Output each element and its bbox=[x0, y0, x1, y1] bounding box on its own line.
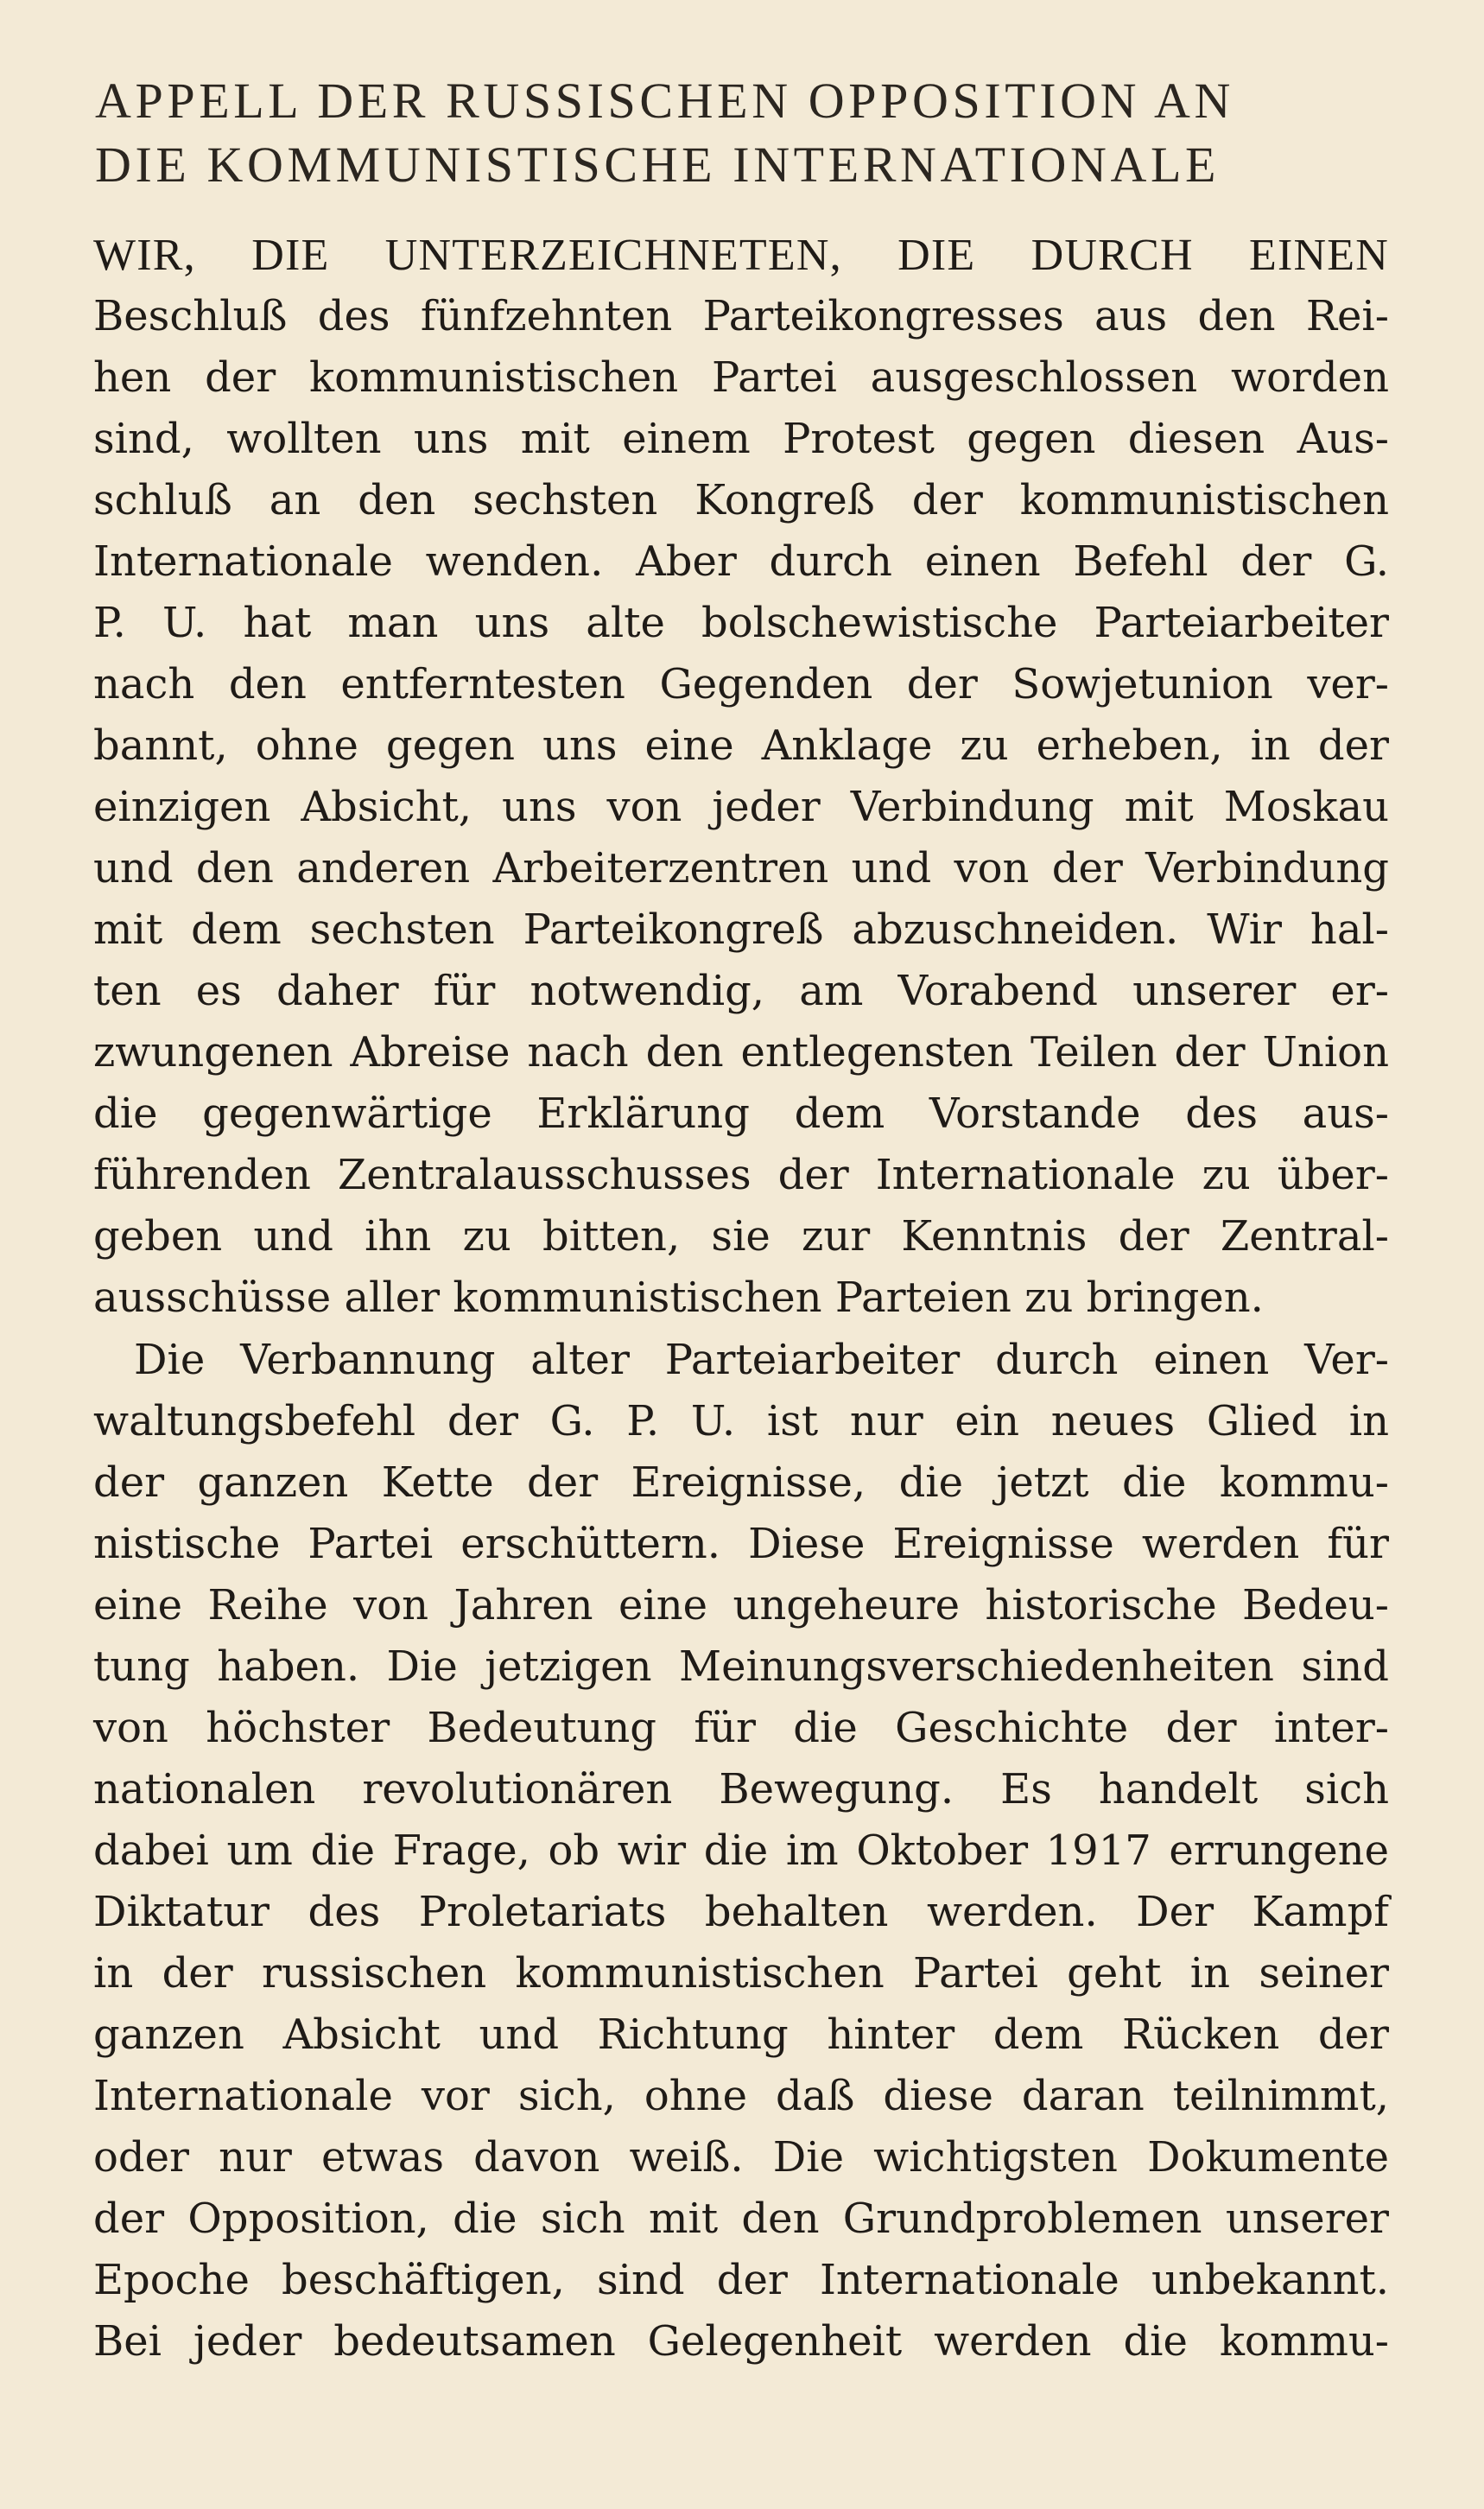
paragraph-2-line: eine Reihe von Jahren eine ungeheure historische Bedeu- bbox=[93, 1581, 1389, 1629]
paragraph-2-line: nistische Partei erschüttern. Diese Ereignisse werden für bbox=[93, 1520, 1389, 1568]
paragraph-1-line: ten es daher für notwendig, am Vorabend unserer er- bbox=[93, 967, 1389, 1015]
paragraph-2-line: tung haben. Die jetzigen Meinungsverschiedenheiten sind bbox=[93, 1642, 1389, 1691]
paragraph-1-line: die gegenwärtige Erklärung dem Vorstande des aus- bbox=[93, 1089, 1389, 1138]
paragraph-1-line: zwungenen Abreise nach den entlegensten Teilen der Union bbox=[93, 1028, 1389, 1077]
paragraph-2-line: der ganzen Kette der Ereignisse, die jetzt die kommu- bbox=[93, 1458, 1389, 1507]
paragraph-2-line: von höchster Bedeutung für die Geschichte der inter- bbox=[93, 1704, 1389, 1752]
paragraph-1-line: bannt, ohne gegen uns eine Anklage zu erheben, in der bbox=[93, 721, 1389, 770]
paragraph-2-line: Die Verbannung alter Parteiarbeiter durch einen Ver- bbox=[134, 1336, 1389, 1384]
paragraph-2-line: Epoche beschäftigen, sind der Internationale unbekannt. bbox=[93, 2256, 1389, 2304]
paragraph-2-line: dabei um die Frage, ob wir die im Oktober 1917 errungene bbox=[93, 1826, 1389, 1875]
paragraph-1-line: einzigen Absicht, uns von jeder Verbindung mit Moskau bbox=[93, 783, 1389, 831]
paragraph-1-line: P. U. hat man uns alte bolschewistische Parteiarbeiter bbox=[93, 599, 1389, 647]
document-title-line-1: APPELL DER RUSSISCHEN OPPOSITION AN bbox=[95, 73, 1235, 129]
paragraph-1-line: sind, wollten uns mit einem Protest gegen diesen Aus- bbox=[93, 415, 1389, 463]
paragraph-2-line: ganzen Absicht und Richtung hinter dem Rücken der bbox=[93, 2010, 1389, 2059]
paragraph-1-line: Internationale wenden. Aber durch einen Befehl der G. bbox=[93, 537, 1389, 586]
paragraph-2-line: oder nur etwas davon weiß. Die wichtigsten Dokumente bbox=[93, 2133, 1389, 2182]
paragraph-1-line: geben und ihn zu bitten, sie zur Kenntnis der Zentral- bbox=[93, 1212, 1389, 1261]
paragraph-1-line: und den anderen Arbeiterzentren und von der Verbindung bbox=[93, 844, 1389, 892]
paragraph-1-line: Beschluß des fünfzehnten Parteikongresses aus den Rei- bbox=[93, 292, 1389, 340]
paragraph-1-line: schluß an den sechsten Kongreß der kommunistischen bbox=[93, 476, 1389, 524]
paragraph-1-line: führenden Zentralausschusses der Internationale zu über- bbox=[93, 1151, 1389, 1199]
paragraph-2-line: Bei jeder bedeutsamen Gelegenheit werden die kommu- bbox=[93, 2317, 1389, 2366]
paragraph-1-line: nach den entferntesten Gegenden der Sowjetunion ver- bbox=[93, 660, 1389, 708]
paragraph-1-line: mit dem sechsten Parteikongreß abzuschneiden. Wir hal- bbox=[93, 905, 1389, 954]
paragraph-1-line: WIR, DIE UNTERZEICHNETEN, DIE DURCH EINEN bbox=[93, 231, 1389, 280]
paragraph-2-line: Diktatur des Proletariats behalten werden. Der Kampf bbox=[93, 1888, 1389, 1936]
paragraph-2-line: Internationale vor sich, ohne daß diese daran teilnimmt, bbox=[93, 2072, 1389, 2120]
paragraph-2-line: in der russischen kommunistischen Partei geht in seiner bbox=[93, 1949, 1389, 1998]
document-title-line-2: DIE KOMMUNISTISCHE INTERNATIONALE bbox=[95, 137, 1221, 193]
paragraph-2-line: nationalen revolutionären Bewegung. Es handelt sich bbox=[93, 1765, 1389, 1813]
paragraph-2-line: waltungsbefehl der G. P. U. ist nur ein neues Glied in bbox=[93, 1397, 1389, 1445]
paragraph-2-line: der Opposition, die sich mit den Grundproblemen unserer bbox=[93, 2195, 1389, 2243]
paragraph-1-line: ausschüsse aller kommunistischen Parteien zu bringen. bbox=[93, 1274, 1264, 1322]
paragraph-1-line: hen der kommunistischen Partei ausgeschlossen worden bbox=[93, 353, 1389, 402]
